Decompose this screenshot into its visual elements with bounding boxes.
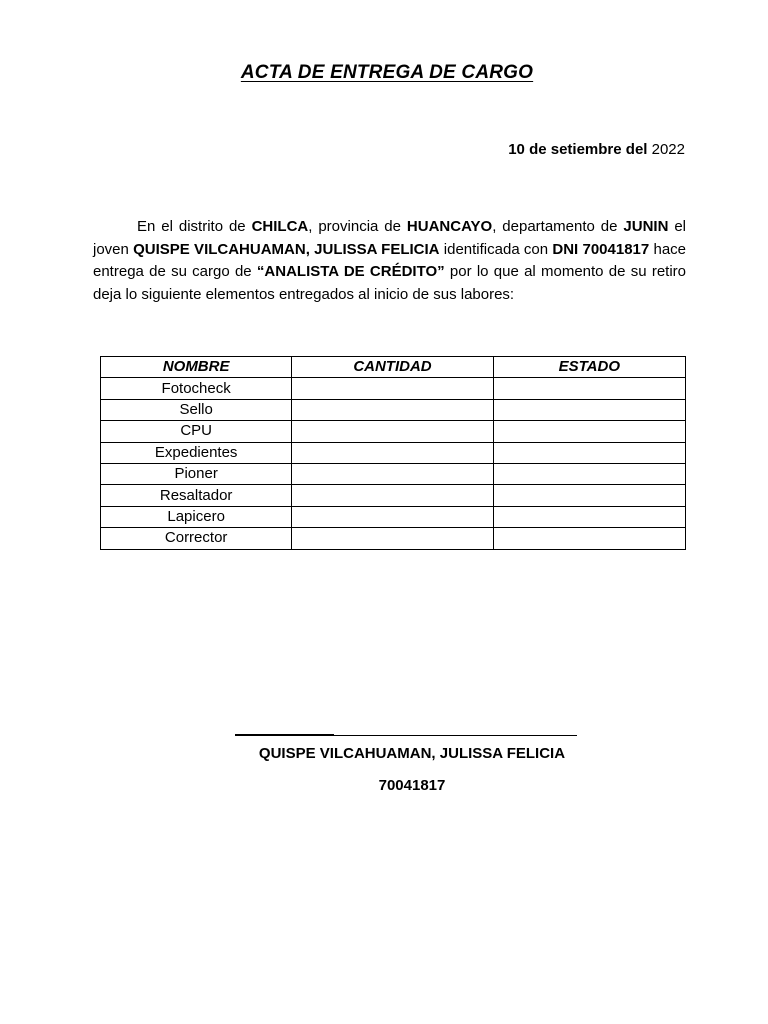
date-year: 2022 bbox=[651, 141, 685, 158]
paragraph-text: , departamento de bbox=[492, 218, 624, 235]
header-nombre: NOMBRE bbox=[101, 357, 292, 378]
table-row bbox=[101, 463, 686, 484]
cell-cantidad bbox=[292, 463, 493, 484]
department-name: JUNIN bbox=[623, 218, 669, 235]
paragraph-text: identificada con bbox=[439, 240, 553, 258]
cell-nombre: Fotocheck bbox=[101, 378, 292, 399]
table-row bbox=[101, 506, 686, 527]
document-date bbox=[508, 141, 685, 158]
paragraph-text: por lo que al momento de su retiro deja lo siguiente elementos entregados al inicio de sus labores: bbox=[93, 263, 687, 303]
dni-label: DNI bbox=[552, 240, 579, 258]
cell-cantidad bbox=[292, 442, 493, 463]
cell-nombre: Resaltador bbox=[101, 485, 292, 506]
cell-nombre: Sello bbox=[101, 399, 292, 420]
header-cantidad: CANTIDAD bbox=[292, 357, 493, 378]
table-row bbox=[101, 485, 686, 506]
items-table bbox=[100, 356, 686, 550]
cell-cantidad bbox=[292, 485, 493, 506]
date-text: de setiembre del bbox=[524, 141, 652, 158]
cell-estado bbox=[493, 528, 685, 549]
table-header-row bbox=[101, 357, 686, 378]
cell-nombre: Pioner bbox=[101, 463, 292, 484]
document-title: ACTA DE ENTREGA DE CARGO bbox=[240, 62, 534, 83]
person-name: QUISPE VILCAHUAMAN, JULISSA FELICIA bbox=[133, 240, 440, 258]
province-name: HUANCAYO bbox=[406, 218, 493, 235]
cell-estado bbox=[493, 506, 685, 527]
cell-cantidad bbox=[292, 399, 493, 420]
signature-name: QUISPE VILCAHUAMAN, JULISSA FELICIA bbox=[258, 745, 566, 762]
paragraph-text: En el distrito de bbox=[137, 218, 252, 235]
paragraph-text: , provincia de bbox=[308, 218, 407, 235]
cell-estado bbox=[493, 463, 685, 484]
paragraph-text: hace entrega de su cargo de bbox=[93, 240, 687, 281]
cell-cantidad bbox=[292, 378, 493, 399]
paragraph-text: el joven bbox=[93, 218, 687, 258]
signature-line-mark bbox=[235, 734, 334, 736]
cell-nombre: Corrector bbox=[101, 528, 292, 549]
cell-estado bbox=[493, 442, 685, 463]
cell-estado bbox=[493, 421, 685, 442]
table-row bbox=[101, 421, 686, 442]
cell-estado bbox=[493, 378, 685, 399]
header-estado: ESTADO bbox=[493, 357, 685, 378]
position-name: “ANALISTA DE CRÉDITO” bbox=[256, 263, 445, 281]
district-name: CHILCA bbox=[251, 218, 309, 235]
body-paragraph bbox=[93, 216, 686, 306]
cell-cantidad bbox=[292, 421, 493, 442]
dni-number: 70041817 bbox=[582, 240, 650, 258]
cell-cantidad bbox=[292, 506, 493, 527]
table-row bbox=[101, 528, 686, 549]
table-row bbox=[101, 442, 686, 463]
cell-cantidad bbox=[292, 528, 493, 549]
table-row bbox=[101, 378, 686, 399]
date-day: 10 bbox=[508, 141, 525, 158]
cell-nombre: Lapicero bbox=[101, 506, 292, 527]
signature-dni: 70041817 bbox=[378, 777, 446, 794]
cell-estado bbox=[493, 399, 685, 420]
cell-nombre: CPU bbox=[101, 421, 292, 442]
cell-nombre: Expedientes bbox=[101, 442, 292, 463]
cell-estado bbox=[493, 485, 685, 506]
table-row bbox=[101, 399, 686, 420]
